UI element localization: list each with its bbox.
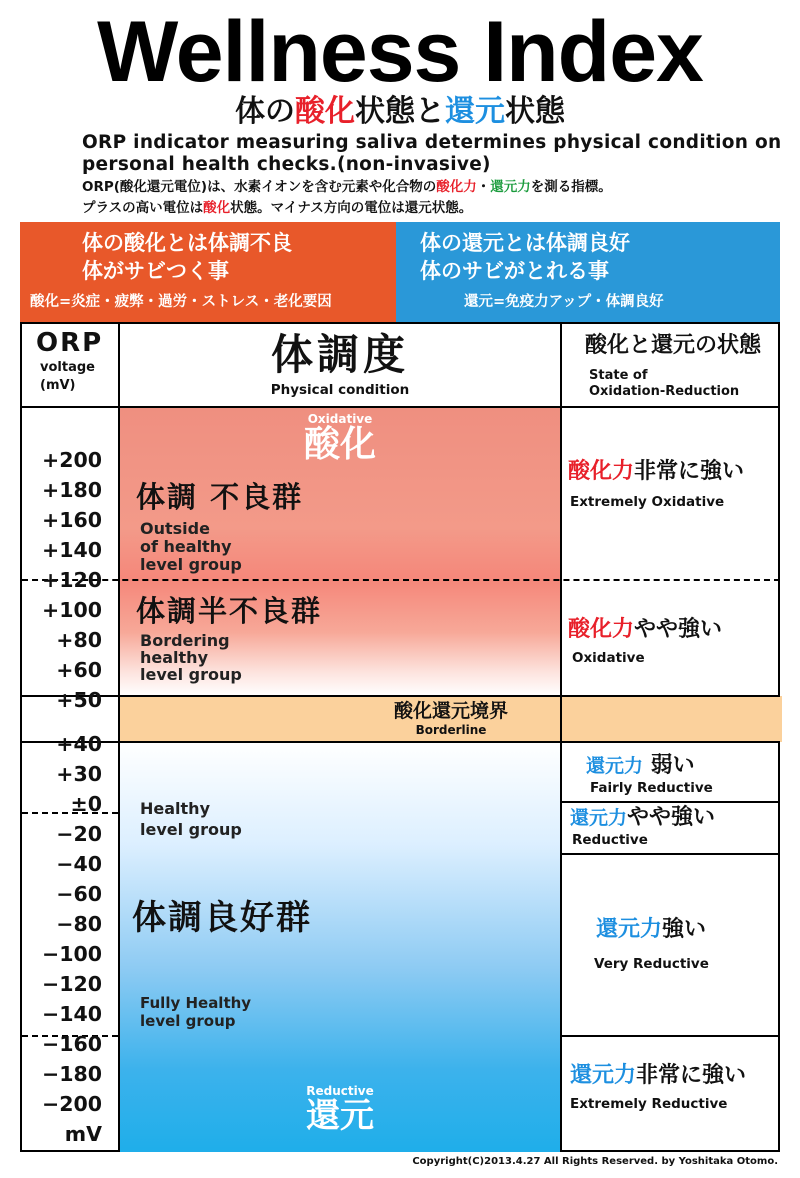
state-oxidative-en: Oxidative xyxy=(572,650,645,666)
state-very-reductive-jp xyxy=(596,916,706,944)
voltage-tick: +120 xyxy=(42,568,102,592)
voltage-unit-label: mV xyxy=(64,1122,102,1146)
english-description: ORP indicator measuring saliva determines physical condition on personal health checks.(non-invasive) xyxy=(82,132,782,175)
state-heading-en: State of xyxy=(589,368,648,383)
voltage-tick: −180 xyxy=(42,1062,102,1086)
voltage-tick: −80 xyxy=(56,912,102,936)
oxidative-label-en: Oxidative xyxy=(307,412,373,426)
semi-unhealthy-group-en: level group xyxy=(140,665,242,684)
unhealthy-group-en: Outside xyxy=(140,519,210,538)
state-fairly-reductive-jp xyxy=(586,752,695,780)
voltage-tick: +80 xyxy=(56,628,102,652)
unit-heading: (mV) xyxy=(40,378,76,393)
desc-text: を測る指標。 xyxy=(530,179,612,195)
divider xyxy=(562,801,780,803)
voltage-heading: voltage xyxy=(40,360,95,375)
voltage-tick: −40 xyxy=(56,852,102,876)
reductive-label-en: Reductive xyxy=(306,1084,374,1098)
borderline-label-en: Borderline xyxy=(415,723,487,737)
divider xyxy=(22,741,780,743)
voltage-tick: +200 xyxy=(42,448,102,472)
page-title: Wellness Index xyxy=(97,4,703,100)
semi-unhealthy-group-en: healthy xyxy=(140,648,208,667)
state-power-label: 還元力 xyxy=(570,807,628,829)
state-power-label: 酸化力 xyxy=(568,459,635,484)
state-heading-en: Oxidation-Reduction xyxy=(589,384,740,399)
healthy-group-en: Healthy xyxy=(140,799,210,818)
voltage-tick: +60 xyxy=(56,658,102,682)
divider xyxy=(22,695,780,697)
voltage-tick: ±0 xyxy=(70,792,102,816)
banner-line: 体のサビがとれる事 xyxy=(420,259,609,283)
desc-reduction-power: 還元力 xyxy=(490,179,531,195)
copyright-notice: Copyright(C)2013.4.27 All Rights Reserved. by Yoshitaka Otomo. xyxy=(412,1156,778,1167)
healthy-group-en: level group xyxy=(140,820,242,839)
jp-subtitle-part: 状態と xyxy=(355,94,445,129)
semi-unhealthy-group-en: Bordering xyxy=(140,631,230,650)
state-fairly-reductive-en: Fairly Reductive xyxy=(590,780,713,796)
banner-line: 体の還元とは体調良好 xyxy=(420,231,630,255)
state-degree: 強い xyxy=(662,917,707,942)
reduction-banner xyxy=(396,222,780,322)
jp-subtitle-reduction: 還元 xyxy=(445,94,505,129)
fully-healthy-group-en: Fully Healthy xyxy=(140,994,252,1012)
good-group-jp: 体調良好群 xyxy=(132,898,312,938)
banner-line: 体がサビつく事 xyxy=(82,259,229,283)
jp-subtitle-oxidation: 酸化 xyxy=(295,94,355,129)
state-degree: 弱い xyxy=(643,753,695,778)
unhealthy-group-en: of healthy xyxy=(140,537,232,556)
voltage-tick: −140 xyxy=(42,1002,102,1026)
physical-condition-heading-jp: 体調度 xyxy=(270,330,409,379)
dashed-divider xyxy=(22,579,780,581)
desc-text: ・ xyxy=(476,179,491,195)
desc-text: プラスの高い電位は xyxy=(82,200,204,216)
oxidation-banner xyxy=(20,222,396,322)
voltage-tick: −60 xyxy=(56,882,102,906)
borderline-label-jp: 酸化還元境界 xyxy=(393,700,508,722)
jp-description-line2 xyxy=(82,199,472,217)
unhealthy-group-en: level group xyxy=(140,555,242,574)
state-extremely-reductive-jp xyxy=(570,1062,746,1090)
state-degree: 非常に強い xyxy=(636,1063,747,1088)
state-extremely-reductive-en: Extremely Reductive xyxy=(570,1096,728,1112)
state-extremely-oxidative-jp xyxy=(568,458,744,486)
state-heading-jp: 酸化と還元の状態 xyxy=(584,333,761,358)
voltage-tick: +140 xyxy=(42,538,102,562)
voltage-tick: −120 xyxy=(42,972,102,996)
state-power-label: 酸化力 xyxy=(568,617,635,642)
state-degree: 非常に強い xyxy=(634,459,745,484)
banner-line: 還元=免疫力アップ・体調良好 xyxy=(464,294,664,310)
state-degree: やや強い xyxy=(634,617,723,642)
banner-line: 酸化=炎症・疲弊・過労・ストレス・老化要因 xyxy=(30,294,332,310)
state-power-label: 還元力 xyxy=(570,1063,637,1088)
desc-oxidation-power: 酸化力 xyxy=(436,179,477,195)
orp-table xyxy=(20,322,780,1152)
voltage-tick: +100 xyxy=(42,598,102,622)
voltage-tick: +40 xyxy=(56,732,102,756)
reductive-label-jp: 還元 xyxy=(306,1096,374,1136)
state-very-reductive-en: Very Reductive xyxy=(594,956,709,972)
state-oxidative-jp xyxy=(568,616,722,644)
desc-oxidation: 酸化 xyxy=(203,200,231,216)
voltage-tick: −160 xyxy=(42,1032,102,1056)
voltage-tick: −100 xyxy=(42,942,102,966)
jp-description-line1 xyxy=(82,178,612,196)
state-reductive-en: Reductive xyxy=(572,832,648,848)
state-power-label: 還元力 xyxy=(596,917,663,942)
column-divider xyxy=(560,324,562,1150)
fully-healthy-group-en: level group xyxy=(140,1012,236,1030)
voltage-tick: +180 xyxy=(42,478,102,502)
voltage-tick: −200 xyxy=(42,1092,102,1116)
jp-subtitle-part: 状態 xyxy=(505,94,565,129)
state-degree: やや強い xyxy=(627,805,716,830)
orp-heading: ORP xyxy=(36,328,104,358)
voltage-tick: +30 xyxy=(56,762,102,786)
oxidative-label-jp: 酸化 xyxy=(303,424,376,465)
unhealthy-group-jp: 体調 不良群 xyxy=(136,480,304,514)
state-reductive-jp xyxy=(570,804,715,832)
semi-unhealthy-group-jp: 体調半不良群 xyxy=(136,594,323,628)
state-power-label: 還元力 xyxy=(586,755,644,777)
voltage-tick: +160 xyxy=(42,508,102,532)
jp-subtitle-part: 体の xyxy=(235,94,295,129)
voltage-tick: +50 xyxy=(56,688,102,712)
physical-condition-heading-en: Physical condition xyxy=(270,382,410,398)
divider xyxy=(562,1035,780,1037)
banner-line: 体の酸化とは体調不良 xyxy=(82,231,292,255)
desc-text: ORP(酸化還元電位)は、水素イオンを含む元素や化合物の xyxy=(82,179,437,195)
state-extremely-oxidative-en: Extremely Oxidative xyxy=(570,494,725,510)
voltage-tick: −20 xyxy=(56,822,102,846)
jp-subtitle xyxy=(0,94,800,130)
desc-text: 状態。マイナス方向の電位は還元状態。 xyxy=(230,200,473,216)
divider xyxy=(562,853,780,855)
header-divider xyxy=(22,406,778,408)
